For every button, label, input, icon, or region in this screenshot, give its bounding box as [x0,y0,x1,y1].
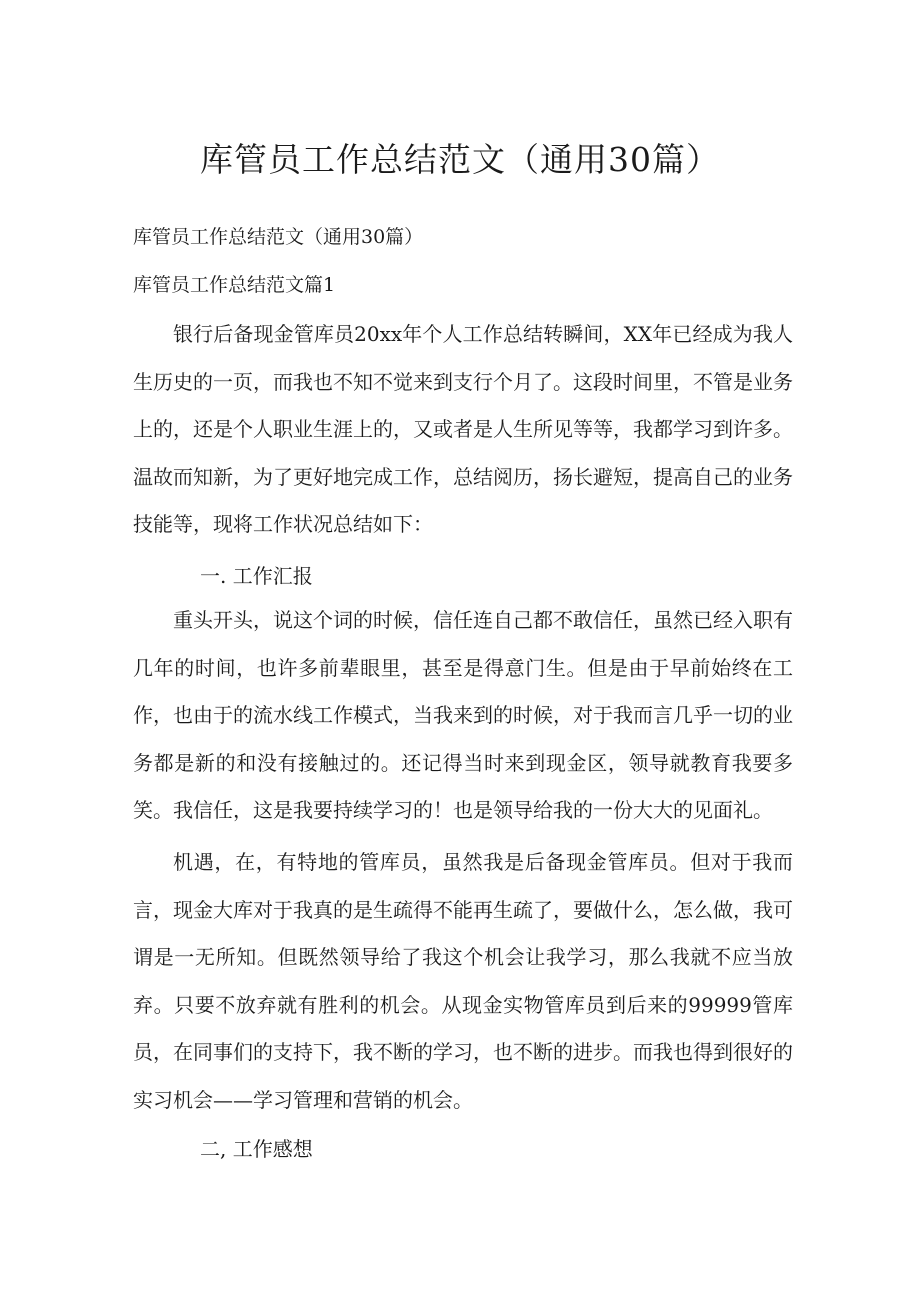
paragraph-2: 重头开头，说这个词的时候，信任连自己都不敢信任，虽然已经入职有几年的时间，也许多前辈眼里，甚至是得意门生。但是由于早前始终在工作，也由于的流水线工作模式，当我来到的时候，对于我而言几乎一切的业务都是新的和没有接触过的。还记得当时来到现金区，领导就教育我要多笑。我信任，这是我要持续学习的！也是领导给我的一份大大的见面礼。 [133,608,793,822]
paragraph-3: 机遇，在，有特地的管库员，虽然我是后备现金管库员。但对于我而言，现金大库对于我真的是生疏得不能再生疏了，要做什么，怎么做，我可谓是一无所知。但既然领导给了我这个机会让我学习，那么我就不应当放弃。只要不放弃就有胜利的机会。从现金实物管库员到后来的99999管库员，在同事们的支持下，我不断的学习，也不断的进步。而我也得到很好的实习机会——学习管理和营销的机会。 [133,850,793,1112]
document-title: 库管员工作总结范文（通用30篇） [200,140,720,179]
heading-work-report: 一. 工作汇报 [200,564,313,588]
document-subtitle: 库管员工作总结范文（通用30篇） [133,226,424,248]
heading-work-thoughts: 二, 工作感想 [200,1137,313,1161]
paragraph-1: 银行后备现金管库员20xx年个人工作总结转瞬间，XX年已经成为我人生历史的一页，而我也不知不觉来到支行个月了。这段时间里，不管是业务上的，还是个人职业生涯上的，又或者是人生所见等等，我都学习到许多。温故而知新，为了更好地完成工作，总结阅历，扬长避短，提高自己的业务技能等，现将工作状况总结如下： [133,322,793,536]
section-label: 库管员工作总结范文篇1 [133,274,336,296]
